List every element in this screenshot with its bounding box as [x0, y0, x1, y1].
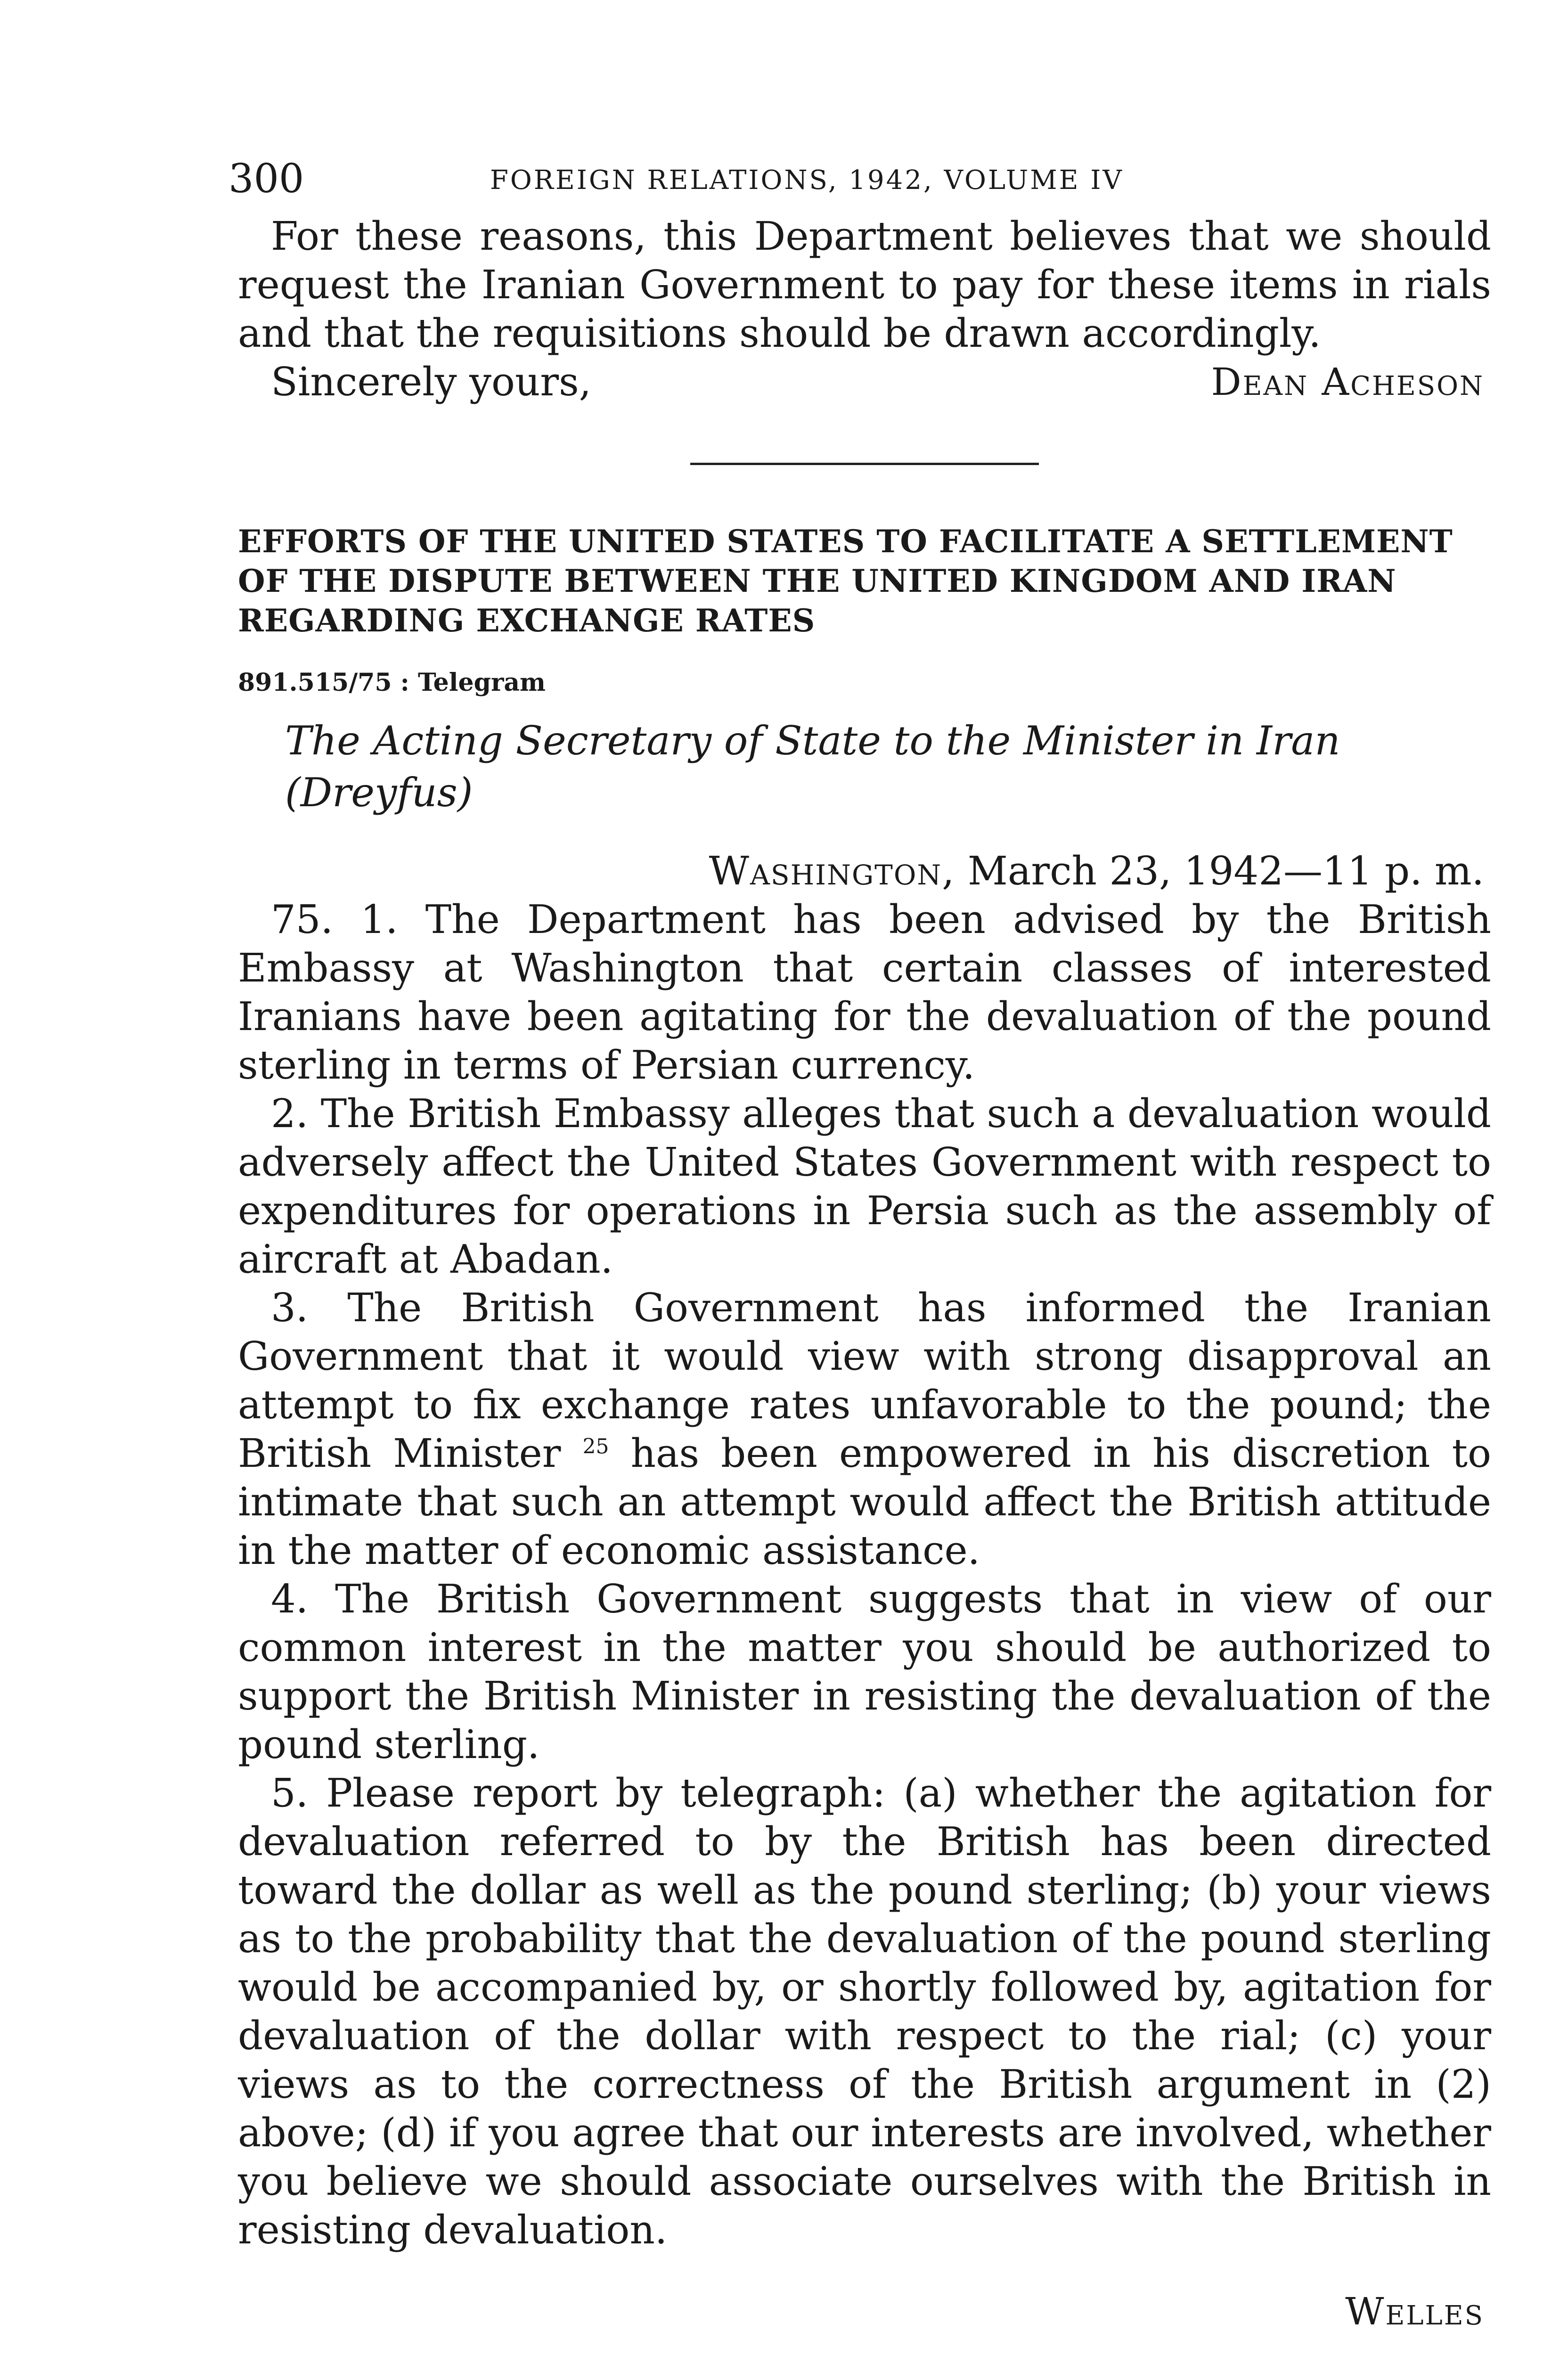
document-title: The Acting Secretary of State to the Minister in Iran (Dreyfus) — [285, 718, 1340, 816]
body-paragraph-5: 5. Please report by telegraph: (a) whether the agitation for devaluation referred to by the British has been directed toward the dollar as well as the pound sterling; (b) your views as to the probability that the devaluation of the pound sterling would be accompanied by, or shortly followed by, agitation for devaluation of the dollar with respect to the rial; (c) your views as to the correctness of the British argument in (2) above; (d) if you agree that our interests are involved, whether you believe we should associate ourselves with the British in resisting devaluation. — [238, 1770, 1491, 2253]
dateline-date: March 23, 1942—11 p. m. — [955, 848, 1484, 894]
page — [229, 155, 1491, 2356]
body-paragraph-2: 2. The British Embassy alleges that such a devaluation would adversely affect the United States Government with respect to expenditures for operations in Persia such as the assembly of aircraft at Abadan. — [238, 1091, 1491, 1282]
running-title: FOREIGN RELATIONS, 1942, VOLUME IV — [490, 165, 1124, 196]
paragraph-3-text-start: 3. The British Government has informed the Iranian Government that it would view with strong disapproval an attempt to fix exchange rates unfavorable to the pound; the British Minister — [238, 1285, 1491, 1476]
document-signature: Welles — [1345, 2290, 1484, 2333]
body-paragraph-1: 75. 1. The Department has been advised by the British Embassy at Washington that certain classes of interested Iranians have been agitating for the devaluation of the pound sterling in terms of Persian currency. — [238, 897, 1491, 1088]
body-paragraph-3 — [238, 1284, 1491, 1575]
previous-letter-signature: Dean Acheson — [1211, 360, 1484, 404]
dateline-city: Washington, — [709, 848, 956, 894]
paragraph-3-text-end: has been empowered in his discretion to intimate that such an attempt would affect the British attitude in the matter of economic assistance. — [238, 1431, 1491, 1573]
file-reference: 891.515/75 : Telegram — [238, 668, 546, 697]
section-divider — [690, 463, 1039, 465]
footnote-reference[interactable]: 25 — [582, 1434, 609, 1459]
body-paragraph-4: 4. The British Government suggests that in view of our common interest in the matter you should be authorized to support the British Minister in resisting the devaluation of the pound sterling. — [238, 1576, 1491, 1767]
page-number: 300 — [229, 155, 304, 202]
previous-letter-closing — [238, 358, 1491, 406]
running-head — [229, 155, 1491, 212]
dateline — [238, 847, 1491, 895]
complimentary-close: Sincerely yours, — [271, 359, 592, 405]
section-heading: EFFORTS OF THE UNITED STATES TO FACILITATE A SETTLEMENT OF THE DISPUTE BETWEEN THE UNITED KINGDOM AND IRAN REGARDING EXCHANGE RATES — [238, 523, 1453, 639]
previous-letter-paragraph: For these reasons, this Department believes that we should request the Iranian Government to pay for these items in rials and that the requisitions should be drawn accordingly. — [238, 213, 1491, 356]
